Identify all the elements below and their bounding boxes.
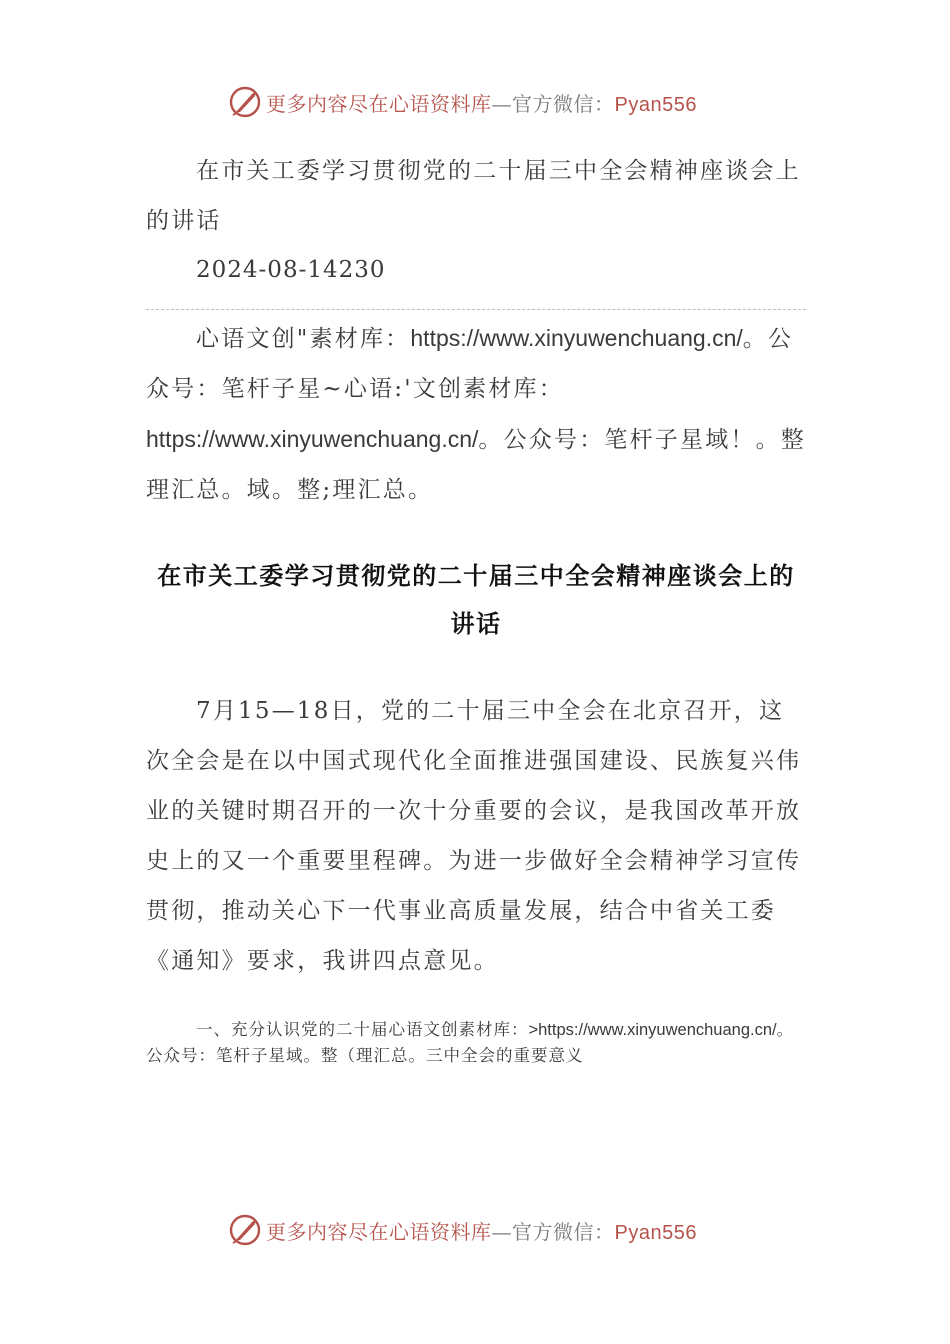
article-heading: 在市关工委学习贯彻党的二十届三中全会精神座谈会上的讲话 [157,561,795,638]
banner-dash: — [491,1219,512,1244]
section-1-url-link[interactable]: >https://www.xinyuwenchuang.cn/ [528,1021,777,1039]
source-url-link-1[interactable]: https://www.xinyuwenchuang.cn/ [410,325,743,351]
source-note [146,313,806,515]
source-url-link-2[interactable]: https://www.xinyuwenchuang.cn/ [146,426,479,452]
source-note-part3: 。公众号：笔杆子星域！。整理汇总。域。整;理汇总。 [146,427,807,503]
quill-logo-icon [228,85,262,119]
banner-official-label: 官方微信： [512,91,615,116]
source-note-part2: 。公众号：笔杆子星~心语:'文创素材库： [146,326,794,402]
footer-banner [0,1212,950,1248]
quill-logo-icon [228,1213,262,1247]
banner-main-text: 更多内容尽在心语资料库 [266,91,492,116]
banner-text [266,1216,697,1245]
dashed-divider [146,309,806,310]
banner-wechat-id: Pyan556 [614,1221,697,1244]
article-paragraph-1: 7月15—18日，党的二十届三中全会在北京召开，这次全会是在以中国式现代化全面推进强国建设、民族复兴伟业的关键时期召开的一次十分重要的会议，是我国改革开放史上的又一个重要里程碑。为进一步做好全会精神学习宣传贯彻，推动关心下一代事业高质量发展，结合中省关工委《通知》要求，我讲四点意见。 [146,698,802,974]
section-1-part2: 。公众号：笔杆子星域。整（理汇总。三中全会的重要意义 [146,1020,795,1065]
section-1-part1: 一、充分认识党的二十届心语文创素材库： [196,1020,529,1039]
banner-main-text: 更多内容尽在心语资料库 [266,1219,492,1244]
banner-wechat-id: Pyan556 [614,93,697,116]
intro-title: 在市关工委学习贯彻党的二十届三中全会精神座谈会上的讲话 [146,158,801,234]
intro-date: 2024-08-14230 [196,257,386,283]
source-note-part1: 心语文创"素材库： [196,326,411,352]
banner-dash: — [491,91,512,116]
banner-official-label: 官方微信： [512,1219,615,1244]
section-1-heading [146,1017,806,1069]
header-banner [0,84,950,120]
banner-text [266,88,697,117]
